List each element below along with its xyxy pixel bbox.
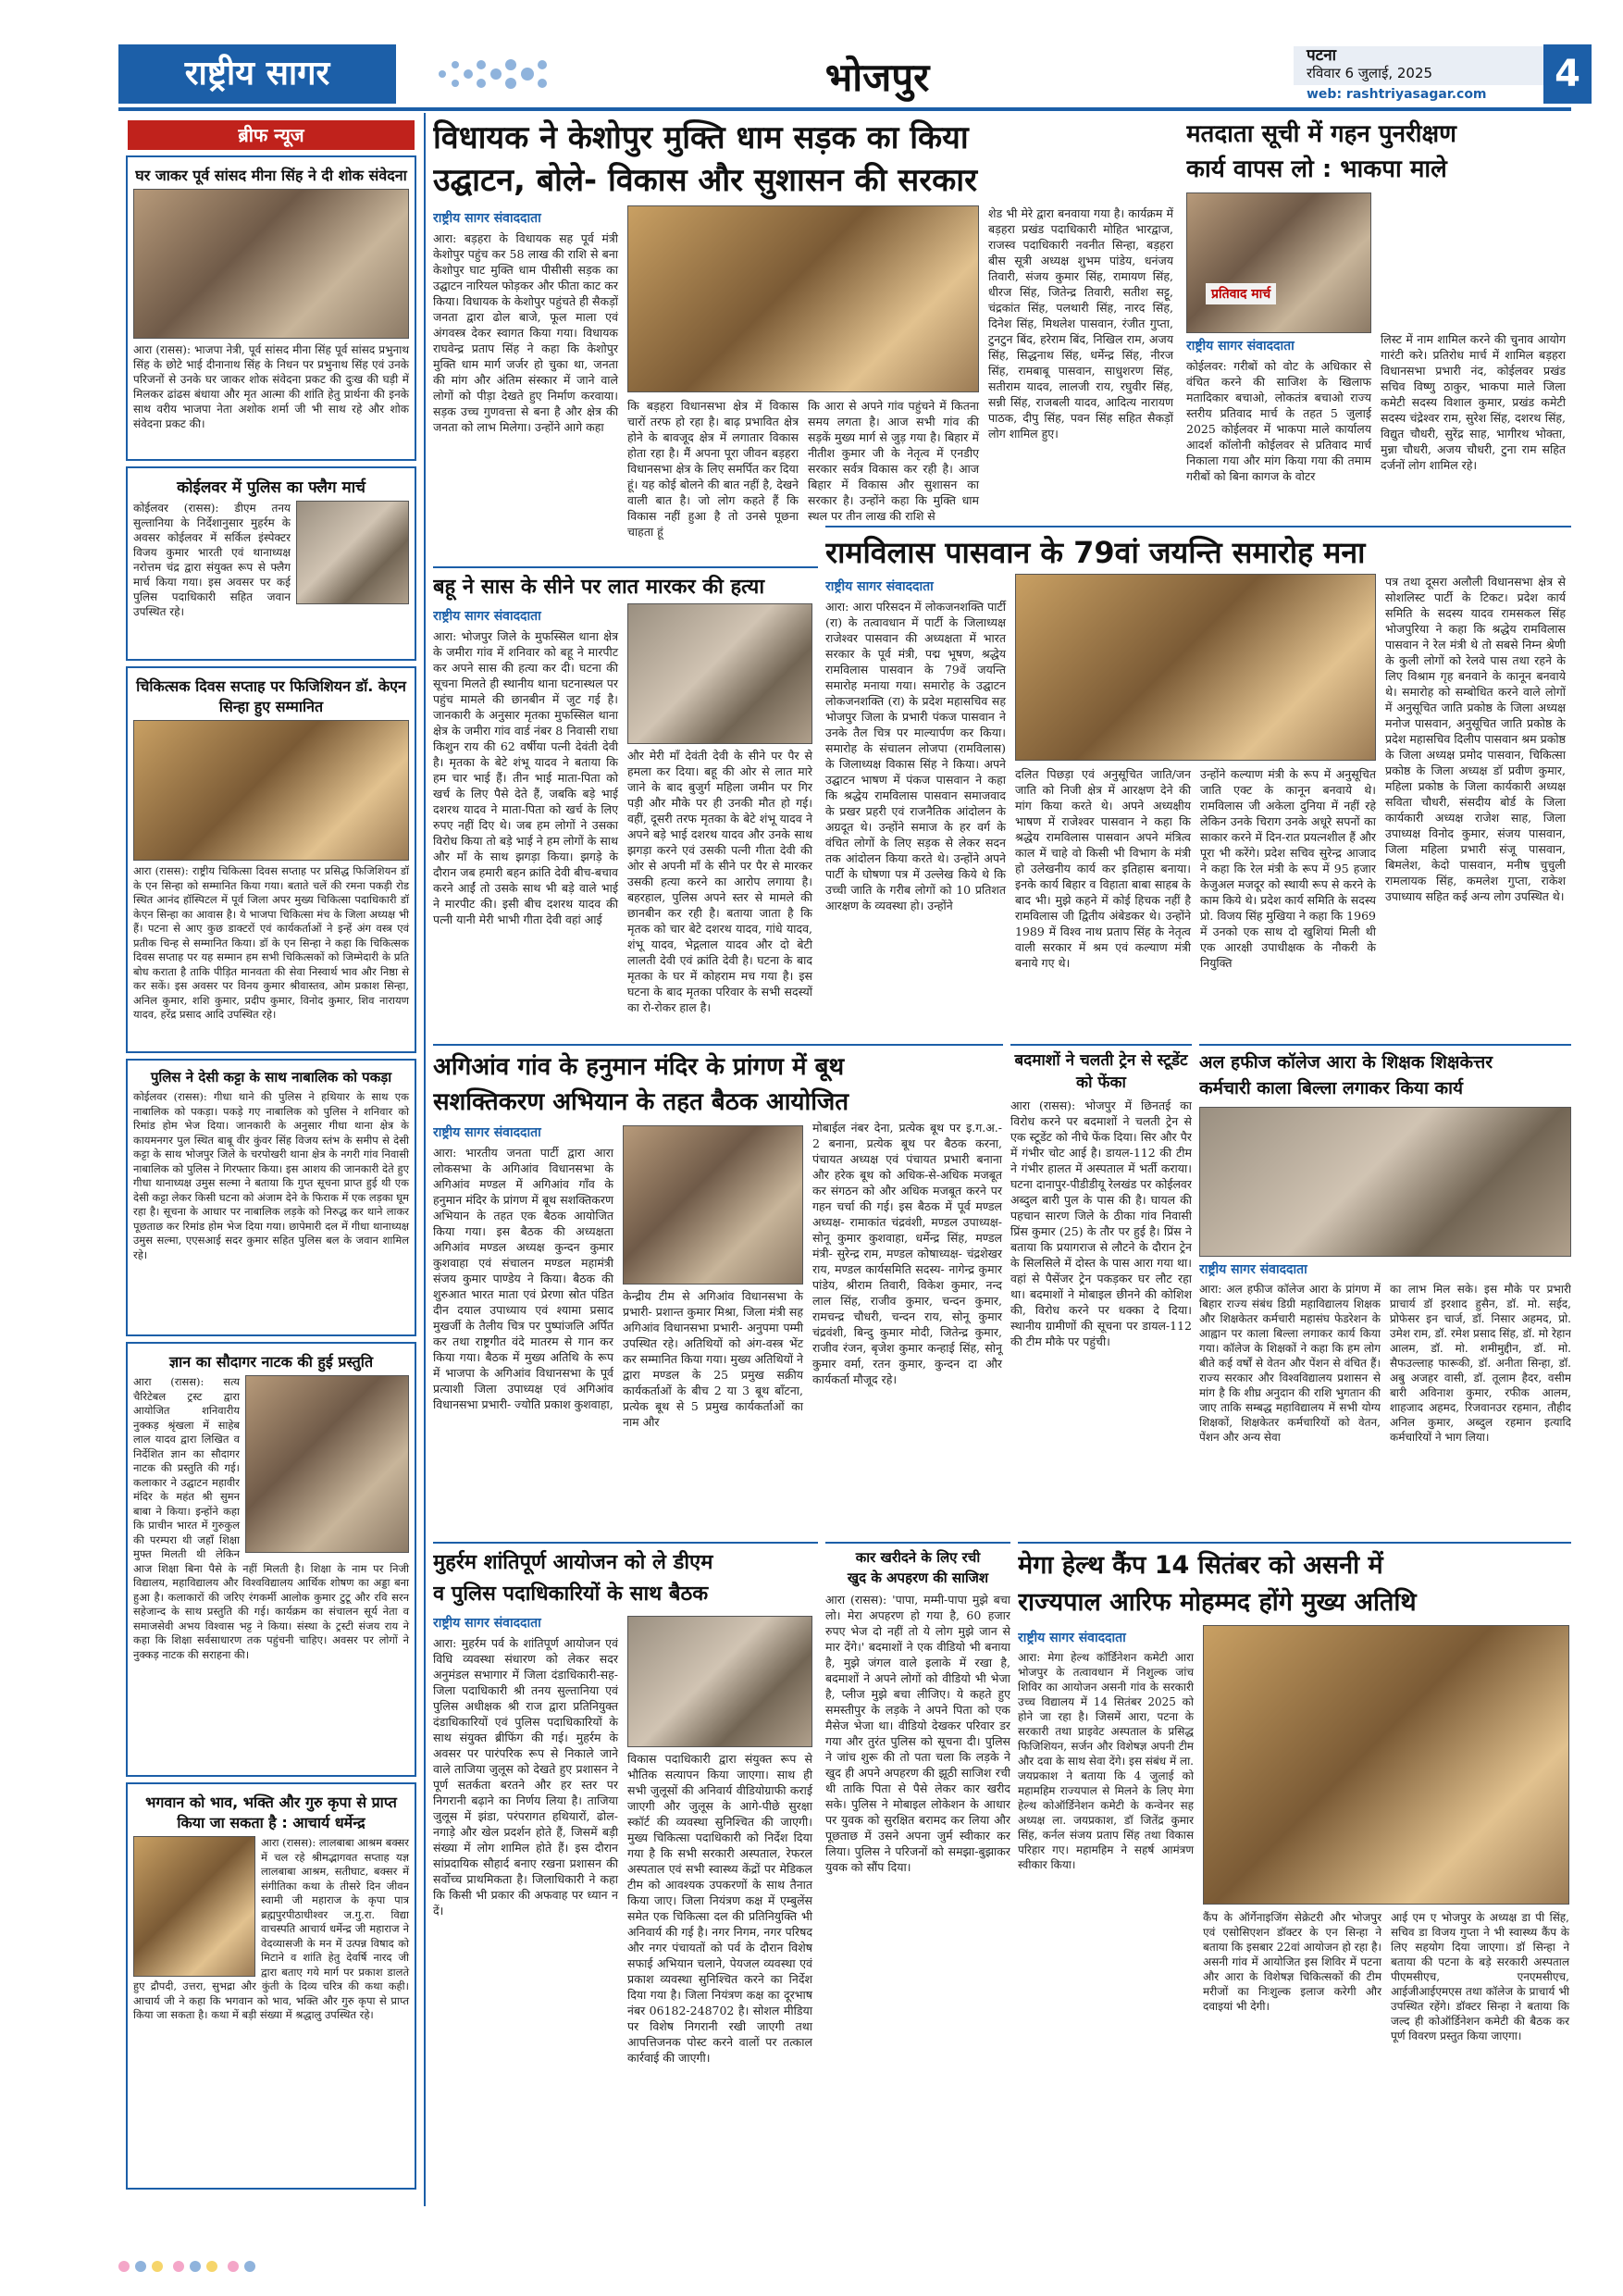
dateline (1294, 46, 1562, 85)
article-muharram-byline: राष्ट्रीय सागर संवाददाता (433, 1616, 541, 1631)
article-alhafeez-body-1: आरा: अल हफीज कॉलेज आरा के प्रांगण में बिहार राज्य संबंध डिग्री महाविद्यालय शिक्षक और शिक्षकेतर कर्मचारी महासंघ फेडरेशन के आह्वान पर काला बिल्ला लगाकर कार्य किया गया। कॉलेज के शिक्षकों ने कहा कि हम लोग बीते कई वर्षों से वेतन और पेंशन से वंचित हैं। राज्य सरकार और विश्वविद्यालय प्रशासन से मांग है कि शीघ्र अनुदान की राशि भुगतान की जाए ताकि सम्बद्ध महाविद्यालय में सभी योग्य शिक्षकों, शिक्षकेतर कर्मचारियों को वेतन, पेंशन और अन्य सेवा (1199, 1283, 1381, 1444)
article-health-headline-1: मेगा हेल्थ कैंप 14 सितंबर को असनी में (1018, 1551, 1383, 1580)
article-cpiml-body-1: कोईलवर: गरीबों को वोट के अधिकार से वंचित करने की साजिश के खिलाफ मतादिकार बचाओ, लोकतंत्र बचाओ राज्य स्तरीय प्रतिवाद मार्च के तहत 5 जुलाई 2025 कोईलवर में भाकपा माले कार्यालय आदर्श कॉलोनी कोईलवर से प्रतिवाद मार्च निकाला गया और मांग किया गया की तमाम गरीबों को बिना कागज के वोटर (1186, 359, 1371, 483)
article-alhafeez-college (1199, 1044, 1571, 1538)
article-keshopur-body-4: शेड भी मेरे द्वारा बनवाया गया है। कार्यक्रम में बड़हरा प्रखंड पदाधिकारी मोहित भारद्वाज, राजस्व पदाधिकारी नवनीत सिन्हा, बड़हरा बीस सूत्री अध्यक्ष शुभम पांडेय, धनंजय तिवारी, संजय कुमार सिंह, रामायण सिंह, धीरज सिंह, जितेन्द्र तिवारी, सतीश सट्टू, चंद्रकांत सिंह, पलथारी सिंह, नारद सिंह, दिनेश सिंह, मिथलेश पासवान, रंजीत गुप्ता, टुनटुन बिंद, हरेराम बिंद, निखिल राम, अजय सिंह, सिद्धनाथ सिंह, धर्मेन्द्र सिंह, नीरज सिंह, रामबाबू पासवान, साधुशरण सिंह, सतीराम यादव, लालजी राय, रघुवीर सिंह, सन्नी सिंह, राजबली यादव, आदित्य नारायण पाठक, दीपु सिंह, पवन सिंह सहित सैकड़ों लोग शामिल हुए। (988, 206, 1173, 441)
article-paswan-body-4: पत्र तथा दूसरा अलौली विधानसभा क्षेत्र से सोशलिस्ट पार्टी के टिकट। प्रदेश कार्य समिति के सदस्य यादव रामसकल सिंह भोजपुरिया ने कहा कि श्रद्धेय रामविलास पासवान ने रेल मंत्री थे तो सबसे निम्न श्रेणी के कुली लोगों को रेलवे पास तथा रहने के लिए विश्राम गृह बनवाने के कानून बनवाये थे। समारोह को सम्बोधित करने वाले लोगों में अनुसूचित जाति प्रकोष्ठ के जिला अध्यक्ष मनोज पासवान, अनुसूचित जाति प्रकोष्ठ के प्रदेश महासचिव दिलीप पासवान श्रम प्रकोष्ठ के जिला अध्यक्ष प्रमोद पासवान, चिकित्सा प्रकोष्ठ के जिला अध्यक्ष डॉ प्रवीण कुमार, महिला प्रकोष्ठ के जिला कार्यकारी अध्यक्ष सविता चौधरी, संसदीय बोर्ड के जिला कार्यकारी अध्यक्ष राजेश साह, जिला उपाध्यक्ष विनोद कुमार, संजय पासवान, जिला महिला प्रभारी संजू पासवान, बिमलेश, केदो पासवान, मनीष चुचुली रामलायक सिंह, कमलेश गुप्ता, राकेश उपाध्याय सहित कई अन्य लोग उपस्थित थे। (1385, 575, 1566, 903)
page-number: 4 (1543, 44, 1592, 104)
flag-march-photo (296, 501, 409, 604)
brief-story-4-headline: पुलिस ने देसी कट्टा के साथ नाबालिक को पकड़ा (150, 1069, 392, 1086)
article-muharram-headline-2: व पुलिस पदाधिकारियों के साथ बैठक (433, 1582, 709, 1606)
article-train-student (1010, 1044, 1192, 1538)
article-muharram-body-2: विकास पदाधिकारी द्वारा संयुक्त रूप से भौतिक सत्यापन किया जाएगा। साथ ही सभी जुलूसों की अनिवार्य वीडियोग्राफी कराई जाएगी और जुलूस के आगे-पीछे सुरक्षा स्कॉर्ट की व्यवस्था सुनिश्चित की जाएगी। मुख्य चिकित्सा पदाधिकारी को निर्देश दिया गया है कि सभी सरकारी अस्पताल, रेफरल अस्पताल एवं सभी स्वास्थ्य केंद्रों पर मेडिकल टीम को आवश्यक उपकरणों के साथ तैनात किया जाए। जिला नियंत्रण कक्ष में एम्बुलेंस समेत एक चिकित्सा दल की प्रतिनियुक्ति भी अनिवार्य की गई है। नगर निगम, नगर परिषद और नगर पंचायतों को पर्व के दौरान विशेष सफाई अभियान चलाने, पेयजल व्यवस्था एवं प्रकाश व्यवस्था सुनिश्चित करने का निर्देश दिया गया है। जिला नियंत्रण कक्ष का दूरभाष नंबर 06182-248702 है। सोशल मीडिया पर विशेष निगरानी रखी जाएगी तथा आपत्तिजनक पोस्ट करने वालों पर तत्काल कार्रवाई की जाएगी। (627, 1752, 812, 2065)
brief-news-column (118, 113, 426, 2206)
article-murder-body-2: और मेरी माँ देवंती देवी के सीने पर पैर से हमला कर दिया। बहू की ओर से लात मारे जाने के बाद बुजुर्ग महिला जमीन पर गिर पड़ी और मौके पर ही उनकी मौत हो गई। वहीं, दूसरी तरफ मृतका के बेटे शंभू यादव ने अपने बड़े भाई दशरथ यादव और उनके साथ झगड़ा करने एवं उसकी पत्नी गीता देवी की ओर से अपनी माँ के सीने पर पैर से मारकर उसकी हत्या करने का आरोप लगाया है। बहरहाल, पुलिस अपने स्तर से मामले की छानबीन कर रही है। बताया जाता है कि मृतक को चार बेटे दशरथ यादव, गांधे यादव, शंभू यादव, भेद्गलाल यादव और दो बेटी लालती देवी एवं क्रांति देवी है। घटना के बाद मृतका के घर में कोहराम मच गया है। इस घटना के बाद मृतका परिवार के सभी सदस्यों का रो-रोकर हाल है। (627, 749, 812, 1014)
article-agiaon-booth (433, 1044, 1003, 1538)
article-alhafeez-byline: राष्ट्रीय सागर संवाददाता (1199, 1262, 1307, 1277)
decorative-dots-icon (433, 52, 553, 96)
brief-story-6 (126, 1782, 416, 2190)
brief-story-4 (126, 1059, 416, 1336)
article-cpiml-protest (1186, 117, 1571, 524)
brief-story-6-body: आरा (रासस): लालबाबा आश्रम बक्सर में चल रहे श्रीमद्भागवत सप्ताह यज्ञ लालबाबा आश्रम, सतीघाट, बक्सर में संगीतिका कथा के तीसरे दिन जीवन स्वामी जी महाराज के कृपा पात्र ब्रह्मपुरपीठाधीश्वर ज.गु.रा. विद्या वाचस्पति आचार्य धर्मेन्द्र जी महाराज ने वेदव्यासजी के मन में उत्पन्न विषाद को मिटाने व शांति हेतु देवर्षि नारद जी द्वारा बताए गये मार्ग पर प्रकाश डालते हुए द्रौपदी, उत्तरा, सुभद्रा और कुंती के दिव्य चरित्र की कथा कही। आचार्य जी ने कहा कि भगवान को भाव, भक्ति और गुरु कृपा से प्राप्त किया जा सकता है। कथा में बड़ी संख्या में श्रद्धालु उपस्थित रहे। (133, 1836, 409, 2021)
article-paswan-byline: राष्ट्रीय सागर संवाददाता (825, 579, 934, 594)
article-fake-kidnapping (825, 1542, 1010, 2212)
article-muharram-meeting (433, 1542, 818, 2212)
brief-story-5-headline: ज्ञान का सौदागर नाटक की हुई प्रस्तुति (168, 1353, 374, 1371)
brief-story-1-body: आरा (रासस): भाजपा नेत्री, पूर्व सांसद मीना सिंह पूर्व सांसद प्रभुनाथ सिंह के छोटे भाई दीनानाथ सिंह के निधन पर प्रभुनाथ सिंह एवं उनके परिजनों से उनके घर जाकर शोक संवेदना प्रकट की दुःख की घड़ी में मिलकर ढांढस बंधाया और मृत आत्मा की शांति हेतु प्रार्थना की इनके साथ वरीय भाजपा नेता अशोक शर्मा जी भी साथ रहे और शोक संवेदना प्रकट की। (133, 343, 409, 430)
article-kidnap-body: आरा (रासस): 'पापा, मम्मी-पापा मुझे बचा लो। मेरा अपहरण हो गया है, 60 हजार रुपए भेज दो नहीं तो ये लोग मुझे जान से मार देंगे।' बदमाशों ने एक वीडियो भी बनाया है, मुझे जंगल वाले इलाके में रखा है, बदमाशों ने अपने लोगों को वीडियो भी भेजा है, प्लीज मुझे बचा लीजिए। ये कहते हुए समस्तीपुर के लड़के ने अपने पिता को एक मैसेज भेजा था। वीडियो देखकर परिवार डर गया और तुरंत पुलिस को सूचना दी। पुलिस ने जांच शुरू की तो पता चला कि लड़के ने खुद ही अपने अपहरण की झूठी साजिश रची थी ताकि पिता से पैसे लेकर कार खरीद सके। पुलिस ने मोबाइल लोकेशन के आधार पर युवक को सुरक्षित बरामद कर लिया और पूछताछ में उसने अपना जुर्म स्वीकार कर लिया। पुलिस ने परिजनों को समझा-बुझाकर युवक को सौंप दिया। (825, 1593, 1010, 1874)
article-train-body: आरा (रासस): भोजपुर में छिनतई का विरोध करने पर बदमाशों ने चलती ट्रेन से एक स्टूडेंट को नीचे फेंक दिया। सिर और पैर में गंभीर चोट आई है। डायल-112 की टीम ने गंभीर हालत में अस्पताल में भर्ती कराया। घटना दानापुर-पीडीडीयू रेलखंड पर कोईलवर अब्दुल बारी पुल के पास की है। घायल की पहचान सारण जिले के ठीका गांव निवासी प्रिंस कुमार (25) के तौर पर हुई है। प्रिंस ने बताया कि प्रयागराज से लौटने के दौरान ट्रेन के सिलसिले में दोस्त के पास आरा गया था। वहां से पैसेंजर ट्रेन पकड़कर घर लौट रहा था। बदमाशों ने मोबाइल छीनने की कोशिश की, विरोध करने पर धक्का दे दिया। स्थानीय ग्रामीणों की सूचना पर डायल-112 की टीम मौके पर पहुंची। (1010, 1098, 1192, 1348)
article-agiaon-headline-2: सशक्तिकरण अभियान के तहत बैठक आयोजित (433, 1088, 849, 1116)
brief-news-title: ब्रीफ न्यूज (128, 120, 415, 150)
article-keshopur-body-3: कि आरा से अपने गांव पहुंचने में कितना समय लगता है। आज सभी गांव की सड़कें मुख्य मार्ग से जुड़ गया है। बिहार में नीतीश कुमार जी के नेतृत्व में एनडीए सरकार सर्वत्र विकास कर रही है। आज बिहार में विकास और सुशासन का सरकार है। उन्होंने कहा कि मुक्ति धाम स्थल पर तीन लाख की राशि से (808, 399, 979, 523)
article-paswan-body-1: आरा: आरा परिसदन में लोकजनशक्ति पार्टी (रा) के तत्वावधान में पार्टी के जिलाध्यक्ष राजेश्वर पासवान की अध्यक्षता में भारत सरकार के पूर्व मंत्री, पद्म भूषण, श्रद्धेय रामविलास पासवान के 79वें जयन्ति समारोह मनाया गया। समारोह के उद्घाटन लोकजनशक्ति (रा) के प्रदेश महासचिव सह भोजपुर जिला के प्रभारी पंकज पासवान ने उनके तैल चित्र पर माल्यार्पण कर किया। समारोह के संचालन लोजपा (रामविलास) के जिलाध्यक्ष विकास सिंह ने किया। अपने उद्घाटन भाषण में पंकज पासवान ने कहा कि श्रद्धेय रामविलास पासवान समाजवाद के प्रखर प्रहरी एवं राजनैतिक आंदोलन के अग्रदूत थे। उन्होंने समाज के हर वर्ग के वंचित लोगों के लिए सड़क से लेकर सदन तक आंदोलन किया करते थे। उन्होंने अपने पार्टी के घोषणा पत्र में उल्लेख किये थे कि उच्ची जाति के गरीब लोगों को 10 प्रतिशत आरक्षण के व्यवस्था हो। उन्होंने (825, 600, 1006, 912)
newspaper-logo: राष्ट्रीय सागर (118, 44, 396, 104)
article-health-body-2: कैंप के ऑर्गेनाइजिंग सेक्रेटरी और भोजपुर एवं एसोसिएशन डॉक्टर के एन सिन्हा ने बताया कि इसबार 22वां आयोजन हो रहा है। असनी गांव में आयोजित इस शिविर में पटना और आरा के विशेषज्ञ चिकित्सकों की टीम मरीजों का निःशुल्क इलाज करेगी और दवाइयां भी देगी। (1203, 1911, 1381, 2013)
article-cpiml-headline-1: मतदाता सूची में गहन पुनरीक्षण (1186, 120, 1456, 148)
brief-story-1-headline: घर जाकर पूर्व सांसद मीना सिंह ने दी शोक संवेदना (135, 167, 407, 184)
article-agiaon-body-2: केन्द्रीय टीम से अगिआंव विधानसभा के प्रभारी- प्रशान्त कुमार मिश्रा, जिला मंत्री सह अगिआंव विधानसभा प्रभारी- अनुपमा पम्मी उपस्थित रहे। अतिथियों को अंग-वस्त्र भेंट कर सम्मानित किया गया। मुख्य अतिथियों ने द्वारा मण्डल के 25 प्रमुख सक्रीय कार्यकर्ताओं के बीच 2 या 3 बूथ बाँटना, प्रत्येक बूथ से 5 प्रमुख कार्यकर्ताओं का नाम और (623, 1289, 803, 1429)
article-muharram-body-1: आरा: मुहर्रम पर्व के शांतिपूर्ण आयोजन एवं विधि व्यवस्था संधारण को लेकर सदर अनुमंडल सभागार में जिला दंडाधिकारी-सह-जिला पदाधिकारी श्री तनय सुल्तानिया एवं पुलिस अधीक्षक श्री राज द्वारा प्रतिनियुक्त दंडाधिकारियों एवं पुलिस पदाधिकारियों के साथ संयुक्त ब्रीफिंग की गई। मुहर्रम के अवसर पर पारंपरिक रूप से निकाले जाने वाले ताजिया जुलूस को देखते हुए प्रशासन ने पूर्ण सतर्कता बरतने और हर स्तर पर निगरानी बढ़ाने का निर्णय लिया है। ताजिया जुलूस में झंडा, परंपरागत हथियारों, ढोल-नगाड़े और खेल प्रदर्शन होते हैं, जिसमें बड़ी संख्या में लोग शामिल होते हैं। इस दौरान सांप्रदायिक सौहार्द बनाए रखना प्रशासन की सर्वोच्च प्राथमिकता है। जिलाधिकारी ने कहा कि किसी भी प्रकार की अफवाह पर ध्यान न दें। (433, 1636, 618, 1917)
article-health-body-3: आई एम ए भोजपुर के अध्यक्ष डा पी सिंह, सचिव डा विजय गुप्ता ने भी स्वास्थ्य कैंप के लिए सहयोग दिया जाएगा। डॉ सिन्हा ने बताया की पटना के बड़े सरकारी अस्पताल पीएमसीएच, एनएमसीएच, आईजीआईएमएस तथा कॉलेज के प्राचार्य भी उपस्थित रहेंगे। डॉक्टर सिन्हा ने बताया कि जल्द ही कोऑर्डिनेशन कमेटी की बैठक कर पूर्ण विवरण प्रस्तुत किया जाएगा। (1391, 1911, 1569, 2042)
murder-scene-photo (627, 603, 812, 744)
article-murder-body-1: आरा: भोजपुर जिले के मुफस्सिल थाना क्षेत्र के जमीरा गांव में शनिवार को बहू ने मारपीट कर अपने सास की हत्या कर दी। घटना की सूचना मिलते ही स्थानीय थाना घटनास्थल पर पहुंच मामले की छानबीन में जुट गई है। जानकारी के अनुसार मृतका मुफस्सिल थाना क्षेत्र के जमीरा गांव वार्ड नंबर 8 निवासी राधा किशुन राय की 62 वर्षीया पत्नी देवंती देवी है। मृतका के बेटे शंभू यादव ने बताया कि हम चार भाई हैं। तीन भाई माता-पिता को खर्च के लिए पैसे देते हैं, जबकि बड़े भाई दशरथ यादव ने माता-पिता को खर्च के लिए रुपए नहीं दिए थे। जब हम लोगों ने उसका विरोध किया तो बड़े भाई ने हम लोगों के साथ और माँ के साथ झगड़ा किया। झगड़े के दौरान जब हमारी बहन क्रांति देवी बीच-बचाव करने आईं तो उसके साथ भी बड़े वाले भाई ने मारपीट की। इसी बीच दशरथ यादव की पत्नी यानी मेरी भाभी गीता देवी वहां आई (433, 629, 618, 926)
article-keshopur-byline: राष्ट्रीय सागर संवाददाता (433, 211, 541, 226)
brief-story-4-body: कोईलवर (रासस): गीधा थाने की पुलिस ने हथियार के साथ एक नाबालिक को पकड़ा। पकड़े गए नाबालिक को पुलिस ने शनिवार को रिमांड होम भेज दिया। जानकारी के अनुसार गीधा थाना क्षेत्र के कायमनगर पुल स्थित बाबू वीर कुंवर सिंह विजय स्तंभ के समीप से देसी कट्टा के साथ भोजपुर जिले के चरपोखरी थाना क्षेत्र के नगरी गांव निवासी नाबालिक को पुलिस ने गिरफ्तार किया। इस आशय की जानकारी देते हुए गीधा थानाध्यक्ष उमुस सल्मा ने बताया कि गुप्त सूचना प्राप्त हुई थी एक देसी कट्टा लेकर किसी घटना को अंजाम देने के फिराक में एक लड़का घूम रहा है। सूचना के आधार पर नाबालिक लड़के को निरुद्ध कर थाने लाकर पूछताछ कर रिमांड होम भेज दिया गया। छापेमारी दल में गीधा थानाध्यक्ष उमुस सल्मा, एएसआई सदर कुमार सहित पुलिस बल के जवान शामिल रहे। (133, 1090, 409, 1261)
inauguration-photo (627, 205, 979, 392)
article-keshopur-headline-2: उद्घाटन, बोले- विकास और सुशासन की सरकार (433, 162, 977, 199)
protest-banner: प्रतिवाद मार्च (1206, 283, 1276, 304)
brief-story-2 (126, 466, 416, 661)
brief-story-2-body: कोईलवर (रासस): डीएम तनय सुल्तानिया के निर्देशानुसार मुहर्रम के अवसर कोईलवर में सर्किल इंस्पेक्टर विजय कुमार भारती एवं थानाध्यक्ष नरोत्तम चंद्र द्वारा संयुक्त रूप से फ्लैग मार्च किया गया। इस अवसर पर कई पुलिस पदाधिकारी सहित जवान उपस्थित रहे। (133, 502, 291, 618)
article-muharram-headline-1: मुहर्रम शांतिपूर्ण आयोजन को ले डीएम (433, 1551, 713, 1574)
article-keshopur-headline-1: विधायक ने केशोपुर मुक्ति धाम सड़क का किया (433, 119, 969, 156)
acharya-photo (133, 1836, 255, 1977)
article-murder (433, 566, 818, 1040)
article-kidnap-headline-2: खुद के अपहरण की साजिश (847, 1570, 989, 1586)
article-paswan-headline: रामविलास पासवान के 79वां जयन्ति समारोह मना (825, 535, 1366, 570)
brief-story-5 (126, 1342, 416, 1777)
article-paswan-jayanti (825, 526, 1571, 1040)
section-title: भोजपुर (824, 55, 930, 100)
brief-story-2-headline: कोईलवर में पुलिस का फ्लैग मार्च (177, 478, 365, 497)
article-train-headline: बदमाशों ने चलती ट्रेन से स्टूडेंट को फेंका (1014, 1051, 1188, 1092)
article-keshopur-body-1: आरा: बड़हरा के विधायक सह पूर्व मंत्री केशोपुर पहुंच कर 58 लाख की राशि से बना केशोपुर घाट मुक्ति धाम पीसीसी सड़क का उद्घाटन नारियल फोड़कर और फीता काट कर किया। विधायक के केशोपुर पहुंचते ही सैकड़ों जनता द्वारा ढोल बाजे, फूल माला एवं अंगवस्त्र देकर स्वागत किया गया। विधायक राघवेन्द्र प्रताप सिंह ने कहा कि केशोपुर मुक्ति धाम मार्ग जर्जर हो चुका था, जनता की मांग और अंतिम संस्कार में जाने वाले लोगों को पीड़ा देखते हुए निर्माण करवाया। सड़क उच्च गुणवत्ता से बना है और क्षेत्र की जनता को लाभ मिलेगा। उन्होंने आगे कहा (433, 231, 618, 434)
website-url[interactable]: web: rashtriyasagar.com (1307, 87, 1487, 102)
brief-story-3 (126, 666, 416, 1053)
dateline-date: रविवार 6 जुलाई, 2025 (1307, 65, 1433, 81)
article-agiaon-byline: राष्ट्रीय सागर संवाददाता (433, 1125, 541, 1140)
dateline-city: पटना (1307, 46, 1337, 65)
article-murder-byline: राष्ट्रीय सागर संवाददाता (433, 609, 541, 624)
jayanti-function-photo (1015, 574, 1376, 761)
masthead (118, 44, 1580, 104)
article-alhafeez-body-2: का लाभ मिल सके। इस मौके पर प्रभारी प्राचार्य डॉ इरशाद हुसैन, डॉ. मो. सईद, प्रोफेसर इन चार्ज, डॉ. निसार अहमद, प्रो. उमेश राम, डॉ. रमेश प्रसाद सिंह, डॉ. मो रेहान आलम, डॉ. मो. शमीमुद्दीन, डॉ. मो. सैफउल्लाह फारूकी, डॉ. अनीता सिन्हा, डॉ. अबु अजहर वासी, डॉ. तूलाम हैदर, वसीम बारी अविनाश कुमार, रफीक आलम, शाहजाद अहमद, रिजवानउर रहमान, तौहीद अनिल कुमार, अब्दुल रहमान इत्यादि कर्मचारियों ने भाग लिया। (1390, 1283, 1571, 1444)
article-cpiml-byline: राष्ट्रीय सागर संवाददाता (1186, 339, 1295, 354)
governor-meeting-photo (1203, 1625, 1569, 1905)
article-paswan-body-2: दलित पिछड़ा एवं अनुसूचित जाति/जन जाति को निजी क्षेत्र में आरक्षण देने की मांग किया करते थे। अपने अध्यक्षीय भाषण में राजेश्वर पासवान ने कहा कि श्रद्धेय रामविलास पासवान अपने मंत्रित्व काल में चाहे वो किसी भी विभाग के मंत्री हो उलेखनीय कार्य कर इतिहास बनाया। इनके कार्य बिहार व विहाता बाबा साहब के बाद भी। मुझे कहने में कोई हिचक नहीं है रामविलास जी द्वितीय अंबेडकर थे। उन्होंने 1989 में विश्व नाथ प्रताप सिंह के नेतृत्व वाली सरकार में श्रम एवं कल्याण मंत्री बनाये गए थे। (1015, 767, 1191, 970)
article-alhafeez-headline-2: कर्मचारी काला बिल्ला लगाकर किया कार्य (1199, 1078, 1464, 1098)
muharram-meeting-photo (627, 1616, 812, 1747)
street-play-photo (245, 1375, 409, 1553)
article-agiaon-body-1: आरा: भारतीय जनता पार्टी द्वारा आरा लोकसभा के अगिआंव विधानसभा के अगिआंव मण्डल में अगिआंव गाँव के हनुमान मंदिर के प्रांगण में बूथ सशक्तिकरण अभियान के तहत एक बैठक आयोजित किया गया। इस बैठक की अध्यक्षता अगिआंव मण्डल अध्यक्ष कुन्दन कुमार कुशवाहा एवं संचालन मण्डल महामंत्री संजय कुमार पाण्डेय ने किया। बैठक की शुरुआत भारत माता एवं प्रेरणा स्रोत पंडित दीन दयाल उपाध्याय एवं श्यामा प्रसाद मुखर्जी के तैलीय चित्र पर पुष्पांजलि अर्पित कर तथा राष्ट्रगीत वंदे मातरम से गान कर किया गया। बैठक में मुख्य अतिथि के रूप में भाजपा के अगिआंव विधानसभा के पूर्व प्रत्याशी जिला उपाध्यक्ष एवं अगिआंव विधानसभा प्रभारी- ज्योति प्रकाश कुशवाहा, (433, 1146, 613, 1411)
doctor-honour-photo (133, 720, 409, 861)
masthead-rule (118, 107, 1571, 111)
article-kidnap-headline-1: कार खरीदने के लिए रची (855, 1549, 981, 1566)
article-health-body-1: आरा: मेगा हेल्थ कॉर्डिनेशन कमेटी आरा भोजपुर के तत्वावधान में निशुल्क जांच शिविर का आयोजन असनी गांव के सरकारी उच्च विद्यालय में 14 सितंबर 2025 को होने जा रहा है। जिसमें आरा, पटना के सरकारी तथा प्राइवेट अस्पताल के प्रसिद्ध फिजिशियन, सर्जन और विशेषज्ञ अपनी टीम और दवा के साथ सेवा देंगे। इस संबंध में ला. जयप्रकाश ने बताया कि 4 जुलाई को महामहिम राज्यपाल से मिलने के लिए मेगा हेल्थ कोऑर्डिनेशन कमेटी के कन्वेनर सह अध्यक्ष ला. जयप्रकाश, डॉ जितेंद्र कुमार सिंह, कर्नल संजय प्रताप सिंह तथा विकास परिहार गए। महामहिम ने सहर्ष आमंत्रण स्वीकार किया। (1018, 1651, 1194, 1871)
article-alhafeez-headline-1: अल हफीज कॉलेज आरा के शिक्षक शिक्षकेत्तर (1199, 1052, 1493, 1073)
college-staff-photo (1199, 1107, 1571, 1257)
article-agiaon-body-3: मोबाईल नंबर देना, प्रत्येक बूथ पर इ.ग.अ.- 2 बनाना, प्रत्येक बूथ पर बैठक करना, पंचायत अध्यक्ष एवं पंचायत प्रभारी बनाना और हरेक बूथ को अधिक-से-अधिक मजबूत कर संगठन को और अधिक मजबूत करने पर गहन चर्चा की गई। इस बैठक में पूर्व मण्डल अध्यक्ष- रामाकांत चंद्रवंशी, मण्डल उपाध्यक्ष- सोनू कुमार कुशवाहा, धर्मेन्द्र सिंह, मण्डल मंत्री- सुरेन्द्र राम, मण्डल कोषाध्यक्ष- चंद्रशेखर राय, मण्डल कार्यसमिति सदस्य- नागेन्द्र कुमार पांडेय, श्रीराम तिवारी, विकेश कुमार, नन्द लाल सिंह, राजीव कुमार, चन्दन कुमार, रामचन्द्र चौधरी, चन्दन राय, सोनू कुमार चंद्रवंशी, बिन्दु कुमार मोदी, जितेन्द्र कुमार, राजीव रंजन, बृजेश कुमार कन्हाई सिंह, सोनू कुमार वर्मा, रतन कुमार, कुन्दन दा और कार्यकर्ता मौजूद रहे। (812, 1121, 1002, 1386)
brief-story-5-body: आरा (रासस): सत्य चैरिटेबल ट्रस्ट द्वारा आयोजित शनिवारीय नुक्कड़ श्रृंखला में साहेब लाल यादव द्वारा लिखित व निर्देशित ज्ञान का सौदागर नाटक की प्रस्तुति की गई। कलाकार ने उद्घाटन महावीर मंदिर के महंत श्री सुमन बाबा ने किया। इन्होंने कहा कि प्राचीन भारत में गुरुकुल की परम्परा थी जहाँ शिक्षा मुफ्त मिलती थी लेकिन आज शिक्षा बिना पैसे के नहीं मिलती है। शिक्षा के नाम पर निजी विद्यालय, महाविद्यालय और विश्वविद्यालय आर्थिक शोषण का अड्डा बना हुआ है। कलाकारों की जरिए रंगकर्मी आलोक कुमार टुटू और रवि सरन सहेजान्द के साथ प्रस्तुति की गई। कार्यक्रम का संचालन सूर्य नेता व समाजसेवी अभय विश्वास भट्ट ने किया। संस्था के ट्रस्टी संजय राय ने कहा कि शिक्षा सर्वसाधारण तक पहुंचनी चाहिए। अवसर पर लोगों ने नुक्कड़ नाटक की सराहना की। (133, 1375, 409, 1661)
article-paswan-body-3: उन्होंने कल्याण मंत्री के रूप में अनुसूचित जाति एक्ट के कानून बनवाये थे। रामविलास जी अकेला दुनिया में नहीं रहे लेकिन उनके चिराग उनके अधूरे सपनों का साकार करने में दिन-रात प्रयत्नशील हैं और पूरा भी करेंगे। प्रदेश सचिव सुरेन्द्र आजाद ने कहा कि रेल मंत्री के रूप में 95 हजार केजुअल मजदूर को स्थायी रूप से करने के काम किये थे। प्रदेश कार्य समिति के सदस्य प्रो. विजय सिंह मुखिया ने कहा कि 1969 में उनको एक साथ दो खुशियां मिली थी एक आरक्षी उपाधीक्षक के नौकरी के नियुक्ति (1200, 767, 1376, 970)
article-murder-headline: बहू ने सास के सीने पर लात मारकर की हत्या (433, 576, 765, 599)
article-health-byline: राष्ट्रीय सागर संवाददाता (1018, 1631, 1126, 1645)
condolence-photo (133, 189, 409, 339)
article-keshopur-body-2: कि बड़हरा विधानसभा क्षेत्र में विकास चारों तरफ हो रहा है। बाढ़ प्रभावित क्षेत्र होने के बावजूद क्षेत्र में लगातार विकास होता रहा है। मैं अपना पूरा जीवन बड़हरा विधानसभा क्षेत्र के लिए समर्पित कर दिया हूं। यह कोई बोलने की बात नहीं है, देखने वाली बात है। जो लोग कहते हैं कि विकास नहीं हुआ है तो उनसे पूछना चाहता हूं (627, 399, 799, 539)
brief-story-6-headline: भगवान को भाव, भक्ति और गुरु कृपा से प्राप्त किया जा सकता है : आचार्य धर्मेन्द्र (145, 1793, 397, 1831)
article-agiaon-headline-1: अगिआंव गांव के हनुमान मंदिर के प्रांगण में बूथ (433, 1053, 845, 1081)
article-health-camp (1018, 1542, 1571, 2212)
article-cpiml-body-2: लिस्ट में नाम शामिल करने की चुनाव आयोग गारंटी करे। प्रतिरोध मार्च में शामिल बड़हरा विधानसभा प्रभारी नंद, कोईलवर प्रखंड सचिव विष्णु ठाकुर, भाकपा माले जिला कमेटी सदस्य विशाल कुमार, प्रखंड कमेटी सदस्य चंद्रेश्वर राम, सुरेश सिंह, दशरथ सिंह, विद्युत चौधरी, सुरेंद्र साह, भागीरथ भोक्ता, मुन्ना चौधरी, अजय चौधरी, टुना राम सहित दर्जनों लोग शामिल रहे। (1381, 332, 1566, 472)
article-health-headline-2: राज्यपाल आरिफ मोहम्मद होंगे मुख्य अतिथि (1018, 1588, 1417, 1617)
brief-story-3-headline: चिकित्सक दिवस सप्ताह पर फिजिशियन डॉ. केएन सिन्हा हुए सम्मानित (136, 677, 406, 715)
brief-story-1 (126, 155, 416, 461)
brief-story-3-body: आरा (रासस): राष्ट्रीय चिकित्सा दिवस सप्ताह पर प्रसिद्ध फिजिशियन डॉ के एन सिन्हा को सम्मानित किया गया। बताते चलें की रमना पकड़ी रोड स्थित आनंद हॉस्पिटल में पूर्व जिला अपर मुख्य चिकित्सा पदाधिकारी डॉ केएन सिन्हा का आवास है। ये भाजपा चिकित्सा मंच के जिला अध्यक्ष भी हैं। पटना से आए कुछ डाक्टरों एवं कार्यकर्ताओं ने इन्हें अंग वस्त्र एवं प्रतीक चिन्ह से सम्मानित किया। डॉ के एन सिन्हा ने कहा कि चिकित्सक दिवस सप्ताह पर यह सम्मान हम सभी चिकित्सकों को जिम्मेदारी के प्रति बोध कराता है ताकि पीड़ित मानवता की सेवा निस्वार्थ भाव और निष्ठा से कर सकें। इस अवसर पर विनय कुमार श्रीवास्तव, ओम प्रकाश सिन्हा, अनिल कुमार, शशि कुमार, प्रदीप कुमार, विनोद कुमार, शिव नारायण यादव, हरेंद्र प्रसाद आदि उपस्थित रहे। (133, 864, 409, 1021)
booth-meeting-photo (623, 1125, 803, 1285)
article-cpiml-headline-2: कार्य वापस लो : भाकपा माले (1186, 155, 1447, 183)
footer-decoration (118, 2258, 1571, 2273)
protest-march-photo (1186, 192, 1371, 333)
